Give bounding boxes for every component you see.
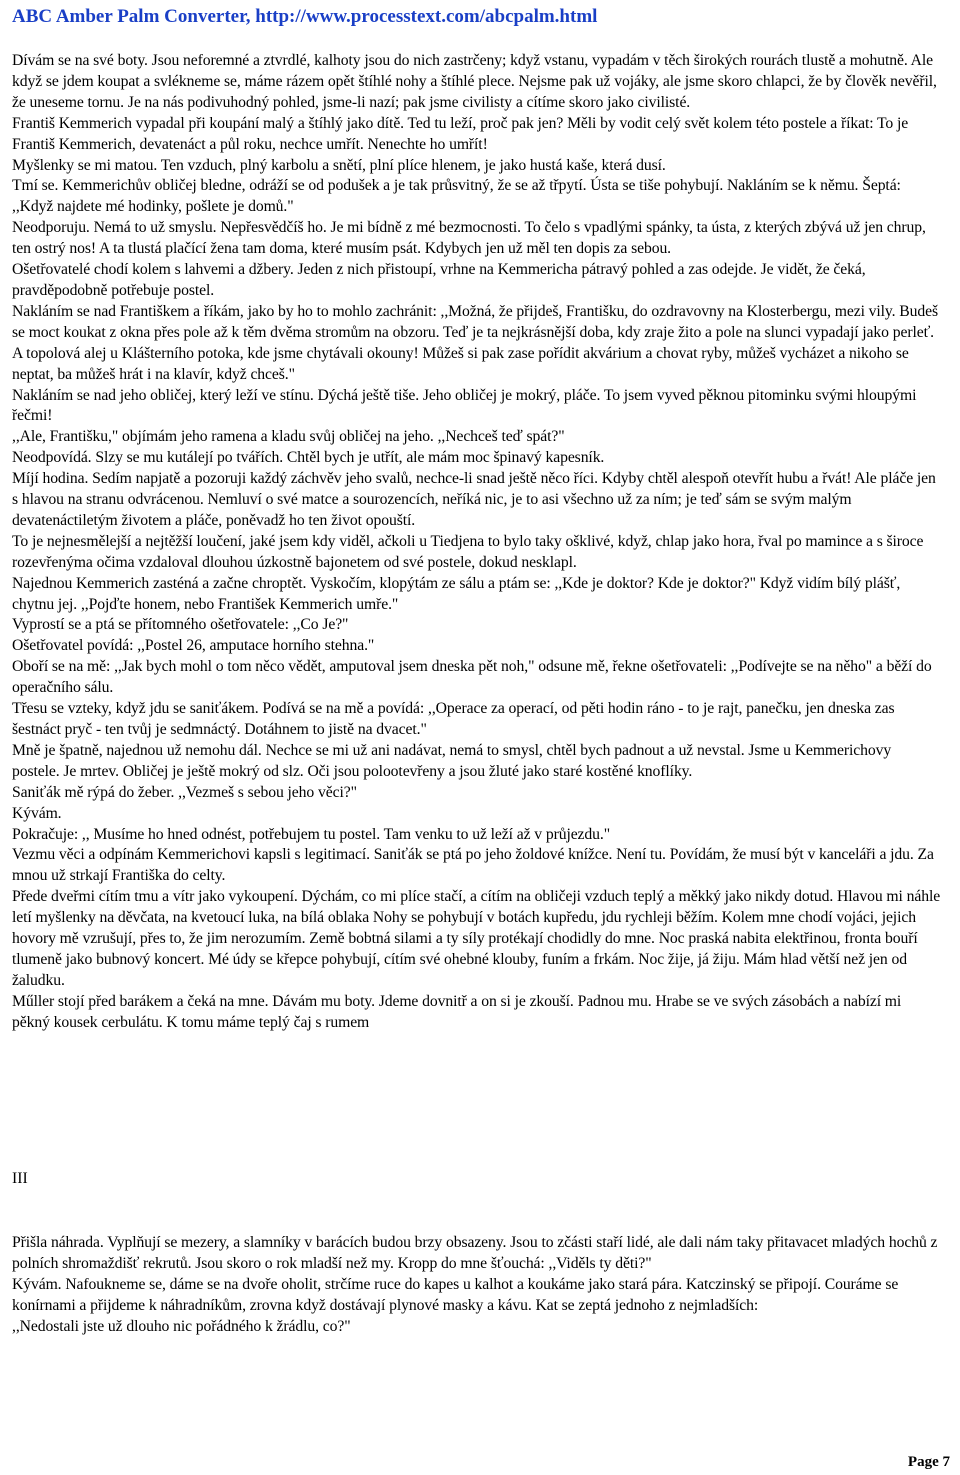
paragraph: Ošetřovatel povídá: ,,Postel 26, amputace horního stehna." [12, 637, 375, 655]
paragraph: Přišla náhrada. Vyplňují se mezery, a slamníky v barácích budou brzy obsazeny. Jsou to zčásti staří lidé, ale dali nám taky přitavacet mladých hochů z polních shromaždišť rekrutů. Jsou skoro o rok mladší než my. Kropp do mne šťouchá: ,,Viděls ty děti?" [12, 1234, 938, 1272]
paragraph: Míjí hodina. Sedím napjatě a pozoruji každý záchvěv jeho svalů, nechce-li snad ještě něco říci. Kdyby chtěl alespoň otevřít hubu a řvát! Ale pláče jen s hlavou na stranu odvrácenou. Nemluví o své matce a sourozencích, neříká nic, je to asi všechno už za ním; je teď sám se svým malým devatenáctiletým životem a pláče, poněvadž ho ten život opouští. [12, 470, 936, 529]
paragraph: ,,Ale, Františku," objímám jeho ramena a kladu svůj obličej na jeho. ,,Nechceš teď spát?" [12, 428, 565, 446]
paragraph: Oboří se na mě: ,,Jak bych mohl o tom něco vědět, amputoval jsem dneska pět noh," odsune mě, řekne ošetřovateli: ,,Podívejte se na něho" a běží do operačního sálu. [12, 658, 932, 697]
paragraph: Dívám se na své boty. Jsou neforemné a ztvrdlé, kalhoty jsou do nich zastrčeny; když vstanu, vypadám v těch širokých rourách tlustě a mohutně. Ale když se jdem koupat a svlékneme se, máme rázem opět štíhlé nohy a štíhlé plece. Nejsme pak už vojáky, ale jsme skoro chlapci, že by člověk nevěřil, že uneseme tornu. Je na nás podivuhodný pohled, jsme-li nazí; pak jsme civilisty a cítíme skoro jako civilisté. [12, 52, 937, 111]
section-text [12, 1233, 942, 1338]
main-text [12, 51, 942, 1034]
page-header-title: ABC Amber Palm Converter, http://www.processtext.com/abcpalm.html [12, 6, 598, 27]
paragraph: ,,Nedostali jste už dlouho nic pořádného k žrádlu, co?" [12, 1317, 351, 1335]
paragraph: To je nejnesmělejší a nejtěžší loučení, jaké jsem kdy viděl, ačkoli u Tiedjena to bylo taky ošklivé, když, chlap jako hora, řval po mamince a s široce rozevřenýma očima vzdaloval dlouhou úzkostně bajonetem od své postele, dokud nesklapl. [12, 532, 924, 571]
paragraph: Nakláním se nad Františkem a říkám, jako by ho to mohlo zachránit: ,,Možná, že přijdeš, Františku, do ozdravovny na Klosterbergu, mezi vily. Budeš se moct koukat z okna přes pole až k těm dvěma stromům na obzoru. Teď je ta nejkrásnější doba, kdy zraje žito a pole na slunci vypadají jako perleť. A topolová alej u Klášterního potoka, kde jsme chytávali okouny! Můžeš si pak zase pořídit akvárium a chovat ryby, můžeš vycházet a nikoho se neptat, ba můžeš hrát i na klavír, když chceš." [12, 302, 938, 383]
paragraph: Přede dveřmi cítím tmu a vítr jako vykoupení. Dýchám, co mi plíce stačí, a cítím na obličeji vzduch teplý a měkký jako nikdy dotud. Hlavou mi náhle letí myšlenky na děvčata, na kvetoucí luka, na bílá oblaka Nohy se pohybují v botách kupředu, jdu rychleji běžím. Kolem mne chodí vojáci, jejich hovory mě vzrušují, přes to, že jim nerozumím. Země bobtná silami a ty síly protékají chodidly do mne. Noc praská nabita elektřinou, fronta bouří tlumeně jako bubnový koncert. Mé údy se křepce pohybují, cítím své ohebné klouby, funím a frkám. Noc žije, já žiju. Mám hlad větší než jen od žaludku. [12, 888, 941, 989]
paragraph: Najednou Kemmerich zasténá a začne chroptět. Vyskočím, klopýtám ze sálu a ptám se: ,,Kde je doktor? Kde je doktor?" Když vidím bílý plášť, chytnu jej. ,,Pojďte honem, nebo František Kemmerich umře." [12, 574, 901, 613]
paragraph: Třesu se vzteky, když jdu se saniťákem. Podívá se na mě a povídá: ,,Operace za operací, od pěti hodin ráno - to je rajt, panečku, jen dneska zas šestnáct pryč - ten tvůj je sedmnáctý. Dotáhnem to jistě na dvacet." [12, 700, 895, 738]
paragraph: Nakláním se nad jeho obličej, který leží ve stínu. Dýchá ještě tiše. Jeho obličej je mokrý, pláče. To jsem vyved pěknou pitominku svými hloupými řečmi! [12, 386, 917, 425]
paragraph: Saniťák mě rýpá do žeber. ,,Vezmeš s sebou jeho věci?" [12, 783, 357, 801]
paragraph: Kývám. [12, 804, 62, 822]
paragraph: Tmí se. Kemmerichův obličej bledne, odráží se od podušek a je tak průsvitný, že se až třpytí. Ústa se tiše pohybují. Nakláním se k němu. Šeptá: ,,Když najdete mé hodinky, pošlete je domů." [12, 177, 901, 216]
section-heading: III [12, 1170, 28, 1187]
page-number: Page 7 [907, 1454, 950, 1470]
paragraph: Mně je špatně, najednou už nemohu dál. Nechce se mi už ani nadávat, nemá to smysl, chtěl bych padnout a už nevstal. Jsme u Kemmerichovy postele. Je mrtev. Obličej je ještě mokrý od slz. Oči jsou polootevřeny a jsou žluté jako staré kostěné knoflíky. [12, 741, 892, 780]
paragraph: Neodporuju. Nemá to už smyslu. Nepřesvědčíš ho. Je mi bídně z mé bezmocnosti. To čelo s vpadlými spánky, ta ústa, z kterých zbývá už jen chrup, ten ostrý nos! A ta tlustá plačící žena tam doma, které musím psát. Kdybych jen už měl ten dopis za sebou. [12, 219, 926, 258]
paragraph: Myšlenky se mi matou. Ten vzduch, plný karbolu a snětí, plní plíce hlenem, je jako hustá kaše, která dusí. [12, 156, 666, 174]
paragraph: Kývám. Nafoukneme se, dáme se na dvoře oholit, strčíme ruce do kapes u kalhot a koukáme jako stará pára. Katczinský se připojí. Couráme se konírnami a přijdeme k náhradníkům, zrovna když dostávají plynové masky a kávu. Kat se zeptá jednoho z nejmladších: [12, 1275, 899, 1314]
paragraph: Vezmu věci a odpínám Kemmerichovi kapsli s legitimací. Saniťák se ptá po jeho žoldové knížce. Není tu. Povídám, že musí být v kanceláři a jdu. Za mnou už strkají Františka do celty. [12, 846, 934, 885]
paragraph: Pokračuje: ,, Musíme ho hned odnést, potřebujem tu postel. Tam venku to už leží až v průjezdu." [12, 825, 611, 843]
paragraph: Neodpovídá. Slzy se mu kutálejí po tvářích. Chtěl bych je utřít, ale mám moc špinavý kapesník. [12, 449, 605, 467]
paragraph: Ošetřovatelé chodí kolem s lahvemi a džbery. Jeden z nich přistoupí, vrhne na Kemmericha pátravý pohled a zas odejde. Je vidět, že čeká, pravděpodobně potřebuje postel. [12, 261, 866, 299]
paragraph: Műller stojí před barákem a čeká na mne. Dávám mu boty. Jdeme dovnitř a on si je zkouší. Padnou mu. Hrabe se ve svých zásobách a nabízí mi pěkný kousek cerbulátu. K tomu máme teplý čaj s rumem [12, 992, 902, 1031]
paragraph: Františ Kemmerich vypadal při koupání malý a štíhlý jako dítě. Ted tu leží, proč pak jen? Měli by vodit celý svět kolem této postele a říkat: To je Františ Kemmerich, devatenáct a půl roku, nechce umřít. Nenechte ho umřít! [12, 114, 909, 153]
paragraph: Vyprostí se a ptá se přítomného ošetřovatele: ,,Co Je?" [12, 616, 349, 634]
